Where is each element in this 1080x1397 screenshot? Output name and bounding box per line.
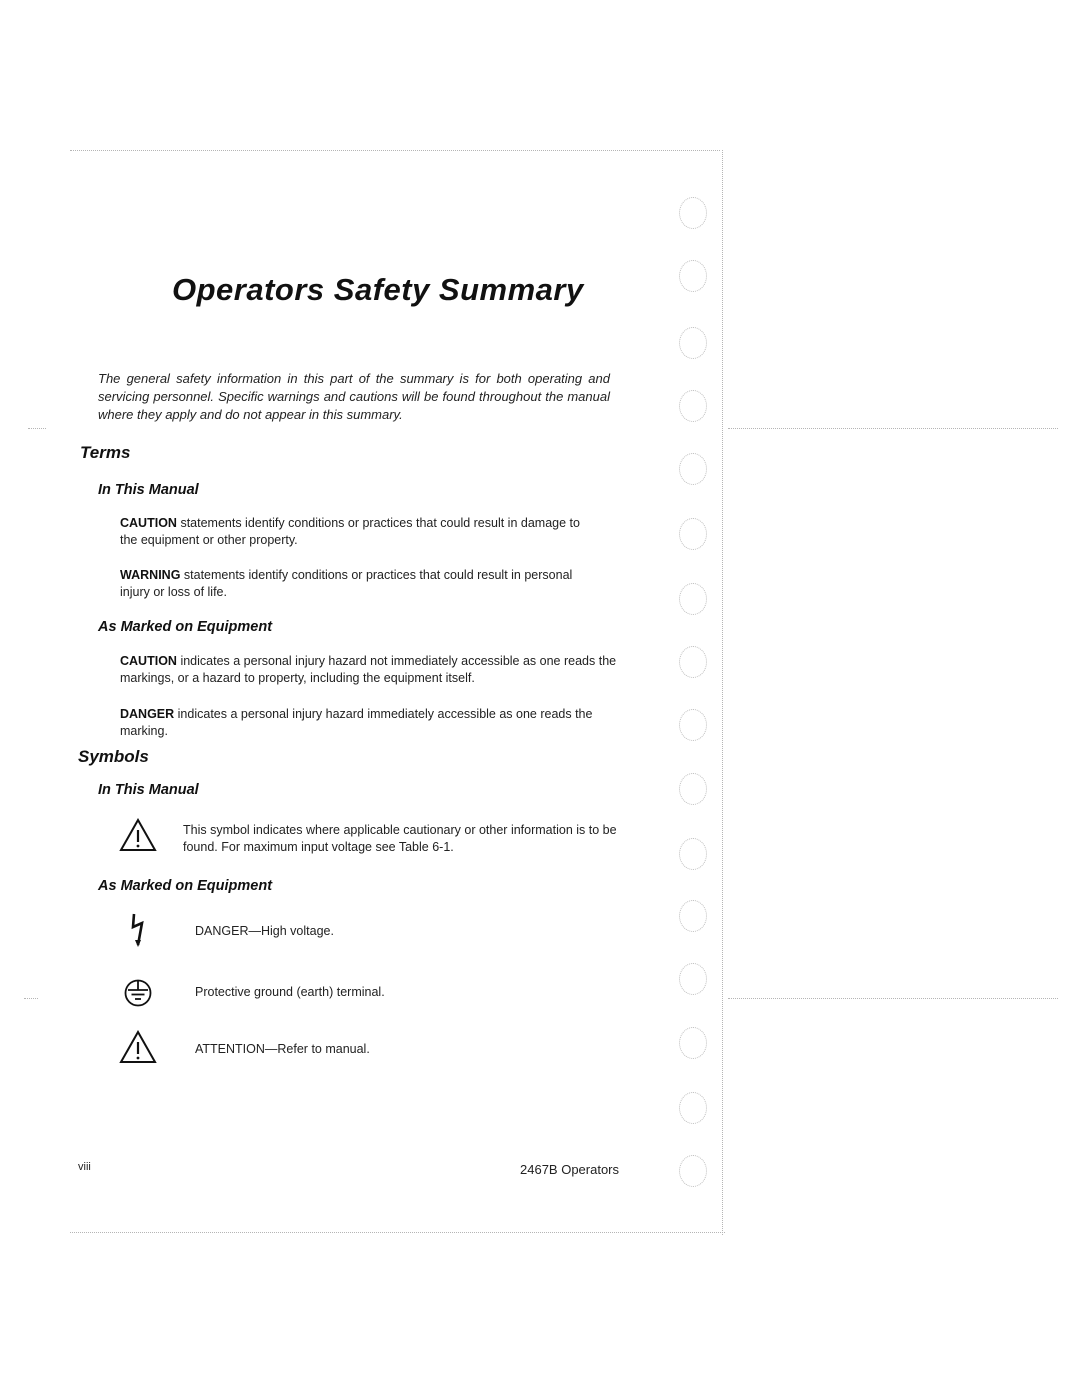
terms-heading: Terms bbox=[80, 443, 131, 462]
symbols-heading: Symbols bbox=[78, 747, 149, 766]
protective-ground-text: Protective ground (earth) terminal. bbox=[195, 985, 385, 999]
attention-triangle-icon bbox=[119, 1030, 157, 1064]
binder-hole bbox=[679, 773, 707, 805]
scan-line-lower bbox=[728, 998, 1058, 999]
page-right-edge bbox=[722, 150, 723, 1235]
terms-on-equipment-heading: As Marked on Equipment bbox=[98, 619, 273, 635]
binder-hole bbox=[679, 327, 707, 359]
symbols-in-manual-heading: In This Manual bbox=[98, 782, 199, 798]
attention-text: ATTENTION—Refer to manual. bbox=[195, 1042, 370, 1056]
high-voltage-text: DANGER—High voltage. bbox=[195, 924, 334, 938]
document-title: 2467B Operators bbox=[520, 1162, 620, 1177]
protective-ground-icon bbox=[123, 978, 153, 1008]
binder-hole bbox=[679, 197, 707, 229]
symbols-on-equipment-heading: As Marked on Equipment bbox=[98, 878, 273, 894]
binder-hole bbox=[679, 1092, 707, 1124]
warning-keyword: WARNING bbox=[120, 568, 181, 582]
binder-hole bbox=[679, 900, 707, 932]
scan-line-upper bbox=[728, 428, 1058, 429]
margin-tick-upper bbox=[28, 428, 46, 429]
binder-hole bbox=[679, 518, 707, 550]
caution-equipment-paragraph bbox=[120, 653, 632, 687]
caution-keyword: CAUTION bbox=[120, 516, 177, 530]
binder-hole bbox=[679, 390, 707, 422]
binder-hole bbox=[679, 838, 707, 870]
warning-manual-text: statements identify conditions or practices that could result in personal injury or loss of life. bbox=[120, 568, 573, 599]
binder-hole bbox=[679, 260, 707, 292]
intro-paragraph: The general safety information in this part of the summary is for both operating and servicing personnel. Specific warnings and cautions will be found throughout the manual where they apply and do not appear in this summary. bbox=[98, 371, 610, 422]
margin-tick-lower bbox=[24, 998, 38, 999]
symbol-manual-text: This symbol indicates where applicable cautionary or other information is to be found. For maximum input voltage see Table 6-1. bbox=[183, 823, 617, 854]
binder-hole bbox=[679, 963, 707, 995]
caution-triangle-icon bbox=[119, 818, 157, 852]
terms-in-manual-heading: In This Manual bbox=[98, 482, 199, 498]
binder-hole bbox=[679, 646, 707, 678]
binder-hole bbox=[679, 1155, 707, 1187]
danger-equipment-text: indicates a personal injury hazard immediately accessible as one reads the marking. bbox=[120, 707, 593, 738]
caution-equipment-text: indicates a personal injury hazard not immediately accessible as one reads the markings, or a hazard to property, including the equipment itself. bbox=[120, 654, 617, 685]
caution-manual-text: statements identify conditions or practices that could result in damage to the equipment or other property. bbox=[120, 516, 580, 547]
page-top-edge bbox=[70, 150, 720, 151]
danger-equipment-paragraph bbox=[120, 706, 610, 740]
caution-manual-paragraph bbox=[120, 515, 590, 549]
binder-hole bbox=[679, 709, 707, 741]
caution-keyword: CAUTION bbox=[120, 654, 177, 668]
warning-manual-paragraph bbox=[120, 567, 590, 601]
high-voltage-icon bbox=[128, 912, 150, 948]
page-bottom-edge bbox=[70, 1232, 725, 1233]
page-title: Operators Safety Summary bbox=[172, 272, 584, 307]
binder-hole bbox=[679, 1027, 707, 1059]
binder-hole bbox=[679, 453, 707, 485]
page-number: viii bbox=[78, 1161, 91, 1173]
danger-keyword: DANGER bbox=[120, 707, 175, 721]
binder-hole bbox=[679, 583, 707, 615]
